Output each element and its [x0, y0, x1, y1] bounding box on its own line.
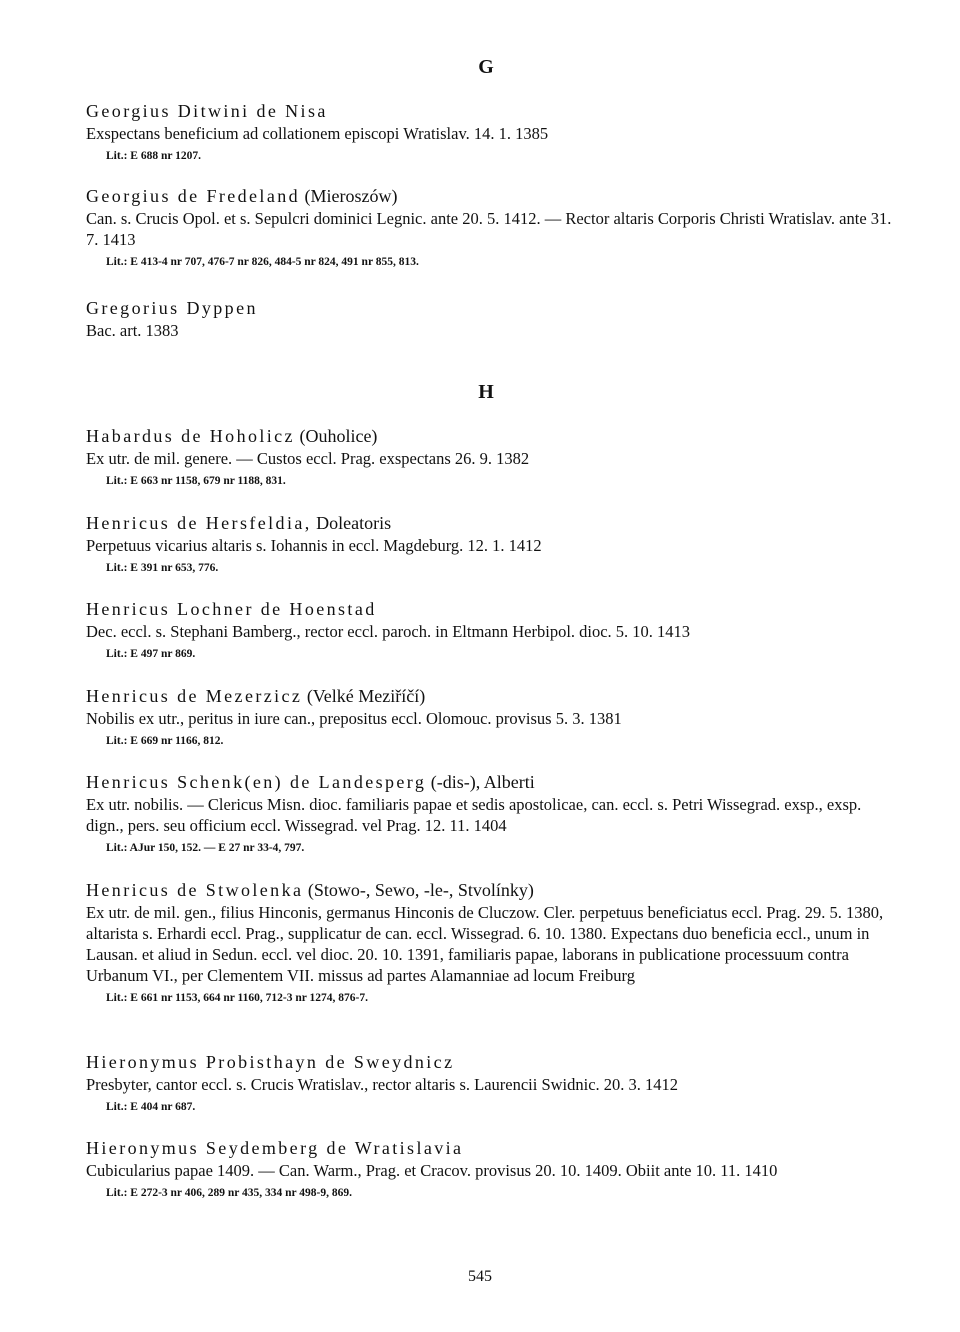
entry-description: Ex utr. nobilis. — Clericus Misn. dioc. familiaris papae et sedis apostolicae, can. eccl. s. Petri Wissegrad. exsp., exsp. dign., pers. seu officium eccl. Wissegrad. vel Prag. 12. 11. 1404	[86, 795, 862, 835]
entry-description: Exspectans beneficium ad collationem episcopi Wratislav. 14. 1. 1385	[86, 124, 549, 143]
entry-heading	[86, 598, 892, 620]
entry-georgius-fredeland	[86, 185, 892, 270]
entry-description: Ex utr. de mil. gen., filius Hinconis, germanus Hinconis de Cluczow. Cler. perpetuus beneficiatus eccl. Prag. 29. 5. 1380, altarista s. Erhardi eccl. Prag., supplicatur de can. eccl. Wissegrad. 6. 10. 1380. Expectans duo beneficia eccl., unum in Lausan. et aliud in Sedun. eccl. vel dioc. 20. 10. 1391, familiaris papae, laborans in publicatione processuum contra Urbanum VI., per Clementem VII. missus ad partes Alamanniae ad locum Freiburg	[86, 903, 884, 985]
section-letter-g: G	[478, 56, 494, 78]
entry-literature: Lit.: E 404 nr 687.	[106, 1101, 196, 1113]
entry-literature: Lit.: E 497 nr 869.	[106, 648, 196, 660]
entry-gregorius-dyppen	[86, 297, 892, 341]
entry-name: Henricus de Mezerzicz	[86, 686, 303, 706]
entry-literature: Lit.: E 669 nr 1166, 812.	[106, 735, 224, 747]
entry-heading	[86, 425, 892, 447]
entry-name: Georgius Ditwini de Nisa	[86, 101, 328, 121]
entry-description: Ex utr. de mil. genere. — Custos eccl. Prag. exspectans 26. 9. 1382	[86, 449, 530, 468]
entry-literature: Lit.: E 272-3 nr 406, 289 nr 435, 334 nr 498-9, 869.	[106, 1187, 352, 1199]
entry-name: Henricus de Stwolenka	[86, 880, 304, 900]
entry-heading	[86, 879, 892, 901]
entry-hieronymus-probisthayn	[86, 1051, 892, 1115]
entry-heading	[86, 685, 892, 707]
entry-name: Hieronymus Probisthayn de Sweydnicz	[86, 1052, 455, 1072]
entry-literature: Lit.: E 413-4 nr 707, 476-7 nr 826, 484-5 nr 824, 491 nr 855, 813.	[106, 256, 419, 268]
entry-heading	[86, 297, 892, 319]
section-letter-h: H	[478, 381, 494, 403]
entry-heading	[86, 1051, 892, 1073]
entry-literature: Lit.: E 391 nr 653, 776.	[106, 562, 219, 574]
entry-heading	[86, 185, 892, 207]
entry-literature: Lit.: E 663 nr 1158, 679 nr 1188, 831.	[106, 475, 286, 487]
entry-henricus-schenk	[86, 771, 892, 856]
entry-name: Gregorius Dyppen	[86, 298, 258, 318]
entry-name-suffix: (Mieroszów)	[300, 186, 398, 206]
entry-name: Hieronymus Seydemberg de Wratislavia	[86, 1138, 464, 1158]
entry-name-suffix: (-dis-), Alberti	[426, 772, 535, 792]
entry-description: Perpetuus vicarius altaris s. Iohannis in eccl. Magdeburg. 12. 1. 1412	[86, 536, 542, 555]
entry-name: Henricus Lochner de Hoenstad	[86, 599, 377, 619]
entry-description: Nobilis ex utr., peritus in iure can., prepositus eccl. Olomouc. provisus 5. 3. 1381	[86, 709, 622, 728]
entry-habardus-hoholicz	[86, 425, 892, 489]
entry-hieronymus-seydemberg	[86, 1137, 892, 1201]
page-number: 545	[468, 1268, 492, 1285]
entry-literature: Lit.: AJur 150, 152. — E 27 nr 33-4, 797.	[106, 842, 305, 854]
entry-description: Can. s. Crucis Opol. et s. Sepulcri dominici Legnic. ante 20. 5. 1412. — Rector altaris Corporis Christi Wratislav. ante 31. 7. 1413	[86, 209, 892, 249]
entry-henricus-mezerzicz	[86, 685, 892, 749]
entry-heading	[86, 771, 892, 793]
entry-literature: Lit.: E 661 nr 1153, 664 nr 1160, 712-3 nr 1274, 876-7.	[106, 992, 368, 1004]
entry-name-suffix: Doleatoris	[311, 513, 392, 533]
entry-henricus-hersfeldia	[86, 512, 892, 576]
entry-name-suffix: (Stowo-, Sewo, -le-, Stvolínky)	[303, 880, 534, 900]
entry-henricus-lochner	[86, 598, 892, 662]
entry-description: Cubicularius papae 1409. — Can. Warm., Prag. et Cracov. provisus 20. 10. 1409. Obiit ante 10. 11. 1410	[86, 1161, 778, 1180]
entry-heading	[86, 100, 892, 122]
entry-name: Henricus de Hersfeldia,	[86, 513, 312, 533]
entry-georgius-ditwini	[86, 100, 892, 164]
entry-name-suffix: (Ouholice)	[294, 426, 378, 446]
entry-heading	[86, 1137, 892, 1159]
entry-name: Georgius de Fredeland	[86, 186, 301, 206]
entry-name: Habardus de Hoholicz	[86, 426, 295, 446]
entry-literature: Lit.: E 688 nr 1207.	[106, 150, 201, 162]
entry-description: Dec. eccl. s. Stephani Bamberg., rector eccl. paroch. in Eltmann Herbipol. dioc. 5. 10. 1413	[86, 622, 691, 641]
entry-henricus-stwolenka	[86, 879, 892, 1006]
entry-heading	[86, 512, 892, 534]
entry-name-suffix: (Velké Meziříčí)	[302, 686, 426, 706]
entry-description: Presbyter, cantor eccl. s. Crucis Wratislav., rector altaris s. Laurencii Swidnic. 20. 3. 1412	[86, 1075, 679, 1094]
entry-description: Bac. art. 1383	[86, 321, 179, 340]
entry-name: Henricus Schenk(en) de Landesperg	[86, 772, 427, 792]
